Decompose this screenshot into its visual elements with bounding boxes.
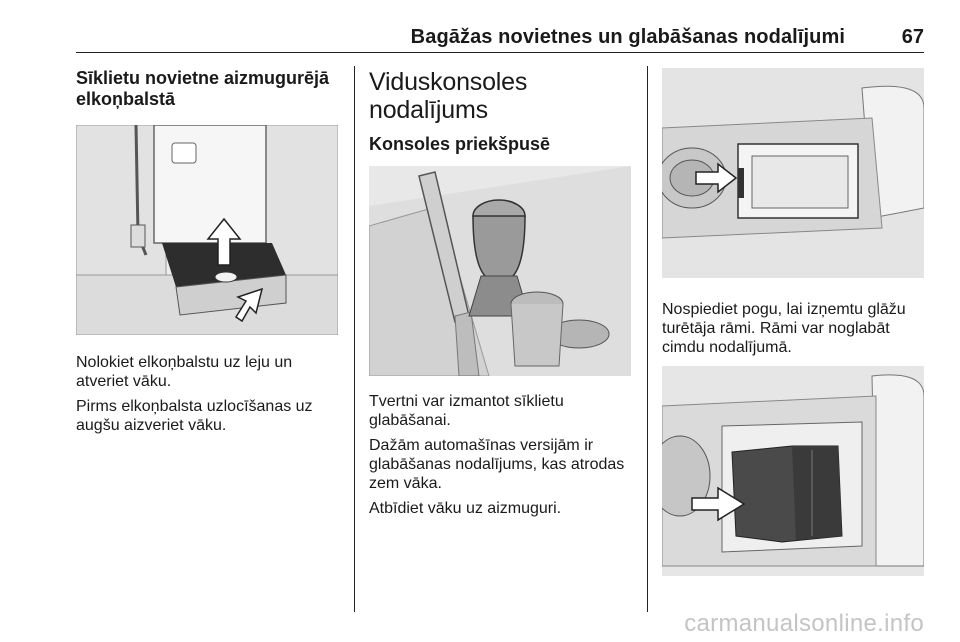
paragraph-remove-frame: Nospiediet pogu, lai izņemtu glāžu turētāja rāmi. Rāmi var noglabāt cimdu nodalījumā.	[662, 301, 906, 356]
column-center-console	[369, 68, 631, 518]
section-heading-rear-armrest: Sīklietu novietne aizmugurējā elkoņbalstā	[76, 68, 330, 109]
column-divider-1	[354, 66, 355, 612]
figure-rear-armrest	[76, 125, 338, 335]
figure-console-front	[369, 166, 631, 376]
header-rule	[76, 52, 924, 53]
paragraph-storage-under-lid: Dažām automašīnas versijām ir glabāšanas nodalījums, kas atrodas zem vāka.	[369, 437, 625, 492]
paragraph-container-use: Tvertni var izmantot sīklietu glabāšanai.	[369, 393, 564, 429]
column-rear-armrest	[76, 68, 338, 435]
column-cupholder-frame	[662, 68, 924, 576]
page-header-title: Bagāžas novietnes un glabāšanas nodalījumi	[410, 26, 845, 48]
paragraph-slide-lid: Atbīdiet vāku uz aizmuguri.	[369, 500, 562, 517]
paragraph-open-armrest: Nolokiet elkoņbalstu uz leju un atveriet vāku.	[76, 354, 293, 390]
subheading-console-front: Konsoles priekšpusē	[369, 134, 551, 154]
section-heading-center-console: Viduskonsoles nodalījums	[369, 68, 528, 124]
page-number: 67	[901, 26, 924, 48]
figure-cupholder-button	[662, 68, 924, 278]
figure-cupholder-frame-removal	[662, 366, 924, 576]
watermark: carmanualsonline.info	[684, 610, 924, 637]
paragraph-close-cover: Pirms elkoņbalsta uzlocīšanas uz augšu aizveriet vāku.	[76, 398, 313, 434]
column-divider-2	[647, 66, 648, 612]
